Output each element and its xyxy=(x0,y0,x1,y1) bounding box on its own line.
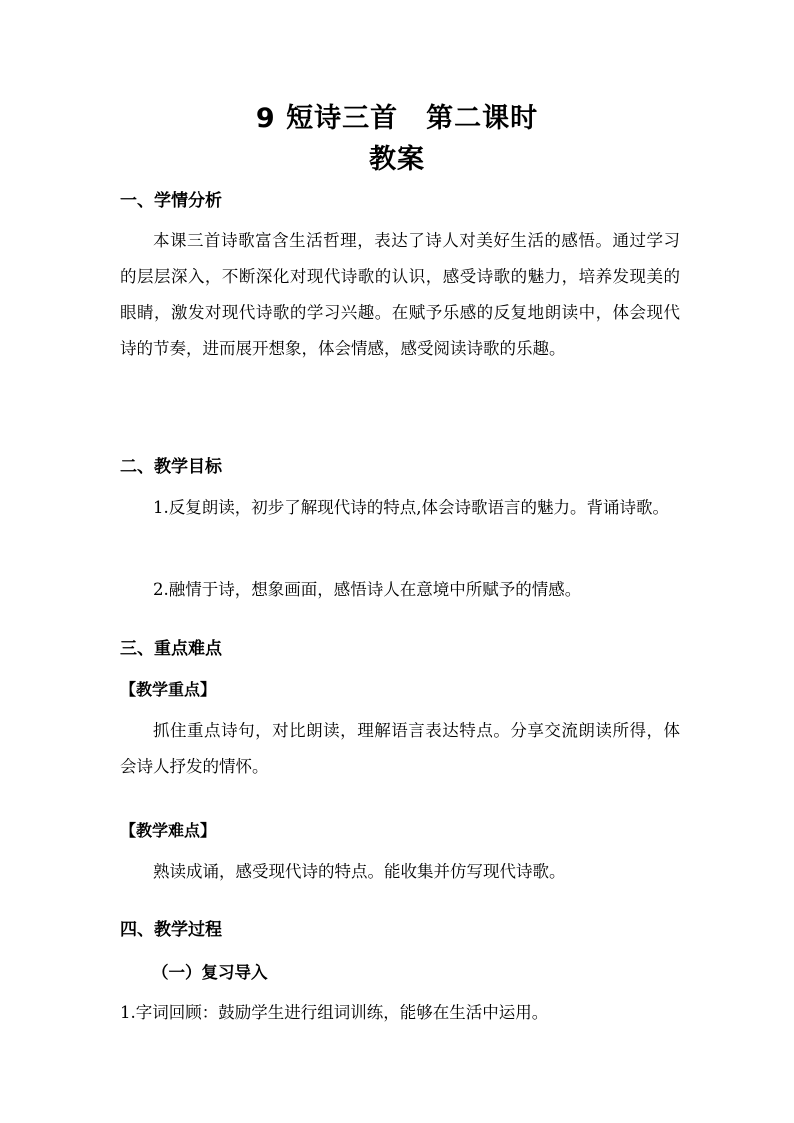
document-title xyxy=(0,101,794,137)
difficulty-paragraph: 熟读成诵，感受现代诗的特点。能收集并仿写现代诗歌。 xyxy=(153,862,566,881)
section-heading-objectives: 二、教学目标 xyxy=(120,457,222,477)
analysis-paragraph: 本课三首诗歌富含生活哲理，表达了诗人对美好生活的感悟。通过学习的层层深入，不断深化对现代诗歌的认识，感受诗歌的魅力，培养发现美的眼睛，激发对现代诗歌的学习兴趣。在赋予乐感的反复地朗读中，体会现代诗的节奏，进而展开想象，体会情感，感受阅读诗歌的乐趣。 xyxy=(120,231,680,358)
title-period: 第二课时 xyxy=(426,103,539,134)
difficulty-label: 【教学难点】 xyxy=(120,821,217,840)
process-item-1: 1.字词回顾：鼓励学生进行组词训练，能够在生活中运用。 xyxy=(120,1003,549,1022)
document-subtitle: 教案 xyxy=(369,144,425,175)
objective-item-1: 1.反复朗读，初步了解现代诗的特点,体会诗歌语言的魅力。背诵诗歌。 xyxy=(153,498,669,517)
title-lesson: 9 短诗三首 xyxy=(255,103,399,134)
section-heading-analysis: 一、学情分析 xyxy=(120,191,222,211)
section-heading-process: 四、教学过程 xyxy=(120,920,222,940)
objective-item-2: 2.融情于诗，想象画面，感悟诗人在意境中所赋予的情感。 xyxy=(153,580,582,599)
focus-label: 【教学重点】 xyxy=(120,680,217,699)
section-heading-key-points: 三、重点难点 xyxy=(120,639,222,659)
focus-paragraph: 抓住重点诗句，对比朗读，理解语言表达特点。分享交流朗读所得，体会诗人抒发的情怀。 xyxy=(120,721,680,776)
process-sub-heading-1: （一）复习导入 xyxy=(152,963,268,982)
